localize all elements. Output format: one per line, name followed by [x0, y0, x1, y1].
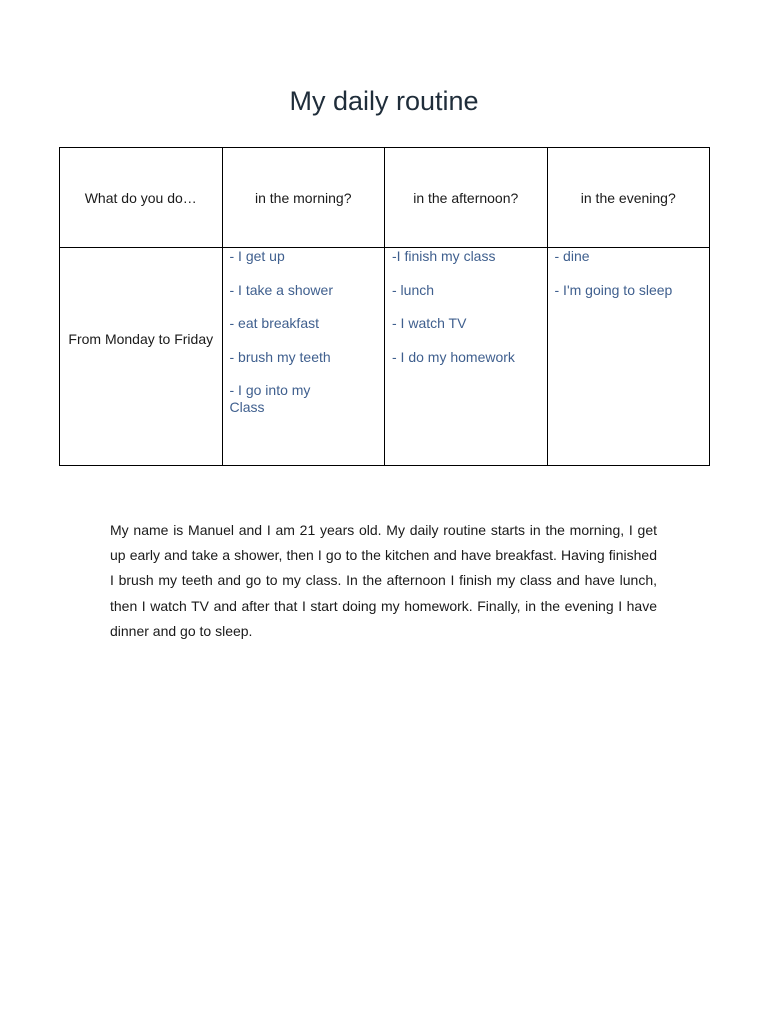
list-item: - I'm going to sleep	[554, 281, 673, 298]
morning-activities	[223, 248, 385, 416]
afternoon-activities	[385, 248, 547, 366]
cell-afternoon	[385, 248, 548, 466]
row-label-monday-to-friday: From Monday to Friday	[60, 248, 223, 466]
list-item: - I take a shower	[229, 281, 333, 298]
header-what-do-you-do: What do you do…	[60, 148, 223, 248]
evening-activities	[548, 248, 710, 299]
list-item: - dine	[554, 248, 590, 264]
header-morning: in the morning?	[222, 148, 385, 248]
cell-morning	[222, 248, 385, 466]
list-item: - I go into my Class	[229, 382, 311, 415]
header-afternoon: in the afternoon?	[385, 148, 548, 248]
table-row-weekdays	[60, 248, 710, 466]
list-item: - brush my teeth	[229, 348, 331, 365]
page-title: My daily routine	[289, 86, 479, 116]
list-item: - I get up	[229, 248, 285, 264]
routine-table	[59, 147, 710, 466]
routine-paragraph: My name is Manuel and I am 21 years old. My daily routine starts in the morning, I get up early and take a shower, then I go to the kitchen and have breakfast. Having finished I brush my teeth and go to my class. In the afternoon I finish my class and have lunch, then I watch TV and after that I start doing my homework. Finally, in the evening I have dinner and go to sleep.	[110, 522, 657, 639]
list-item: -I finish my class	[392, 248, 496, 264]
list-item: - I do my homework	[392, 348, 515, 365]
header-evening: in the evening?	[547, 148, 710, 248]
cell-evening	[547, 248, 710, 466]
list-item: - I watch TV	[392, 315, 467, 331]
list-item: - lunch	[392, 281, 435, 298]
table-header-row	[60, 148, 710, 248]
list-item: - eat breakfast	[229, 315, 319, 331]
